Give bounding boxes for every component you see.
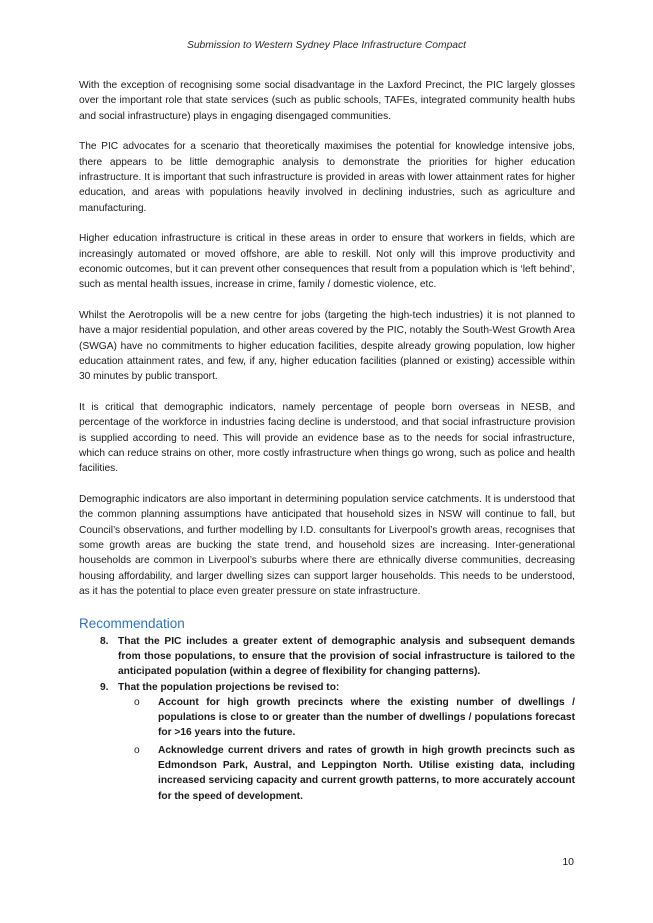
page-number: 10 — [562, 856, 574, 868]
recommendation-heading: Recommendation — [79, 615, 185, 631]
recommendation-subitem-text: Acknowledge current drivers and rates of growth in high growth precincts such as Edmondson Park, Austral, and Leppington North. Utilise existing data, including increased servicing capacity and current growth patterns, to more accurately account for the speed of development. — [158, 744, 575, 802]
recommendation-text: That the PIC includes a greater extent of demographic analysis and subsequent demands from those populations, to ensure that the provision of social infrastructure is tailored to the anticipated population (within a degree of flexibility for changing patterns). — [118, 635, 575, 678]
hollow-bullet-icon: o — [134, 744, 140, 756]
hollow-bullet-icon: o — [134, 696, 140, 708]
body-text — [79, 78, 575, 806]
paragraph: Whilst the Aerotropolis will be a new centre for jobs (targeting the high-tech industries) it is not planned to have a major residential population, and other areas covered by the PIC, notably the South-West Growth Area (SWGA) have no commitments to higher education facilities, despite already growing population, low higher education attainment rates, and few, if any, higher education facilities (planned or existing) accessible within 30 minutes by public transport. — [79, 310, 575, 383]
recommendation-number: 9. — [100, 681, 109, 693]
paragraph: With the exception of recognising some social disadvantage in the Laxford Precinct, the PIC largely glosses over the important role that state services (such as public schools, TAFEs, integrated community health hubs and social infrastructure) plays in engaging disengaged communities. — [79, 80, 575, 122]
paragraph: The PIC advocates for a scenario that theoretically maximises the potential for knowledge intensive jobs, there appears to be little demographic analysis to demonstrate the priorities for higher education infrastructure. It is important that such infrastructure is provided in areas with lower attainment rates for higher education, and areas with populations heavily involved in declining industries, such as agriculture and manufacturing. — [79, 141, 575, 214]
recommendation-number: 8. — [100, 635, 109, 647]
recommendation-text: That the population projections be revised to: — [118, 681, 340, 693]
running-header: Submission to Western Sydney Place Infrastructure Compact — [186, 40, 467, 51]
paragraph: Demographic indicators are also important in determining population service catchments. It is understood that the common planning assumptions have anticipated that household sizes in NSW will continue to fall, but Council’s observations, and further modelling by I.D. consultants for Liverpool’s growth areas, recognises that some growth areas are bucking the state trend, and household sizes are increasing. Inter-generational households are common in Liverpool’s suburbs where there are ethnically diverse communities, decreasing housing affordability, and larger dwelling sizes can support larger households. This needs to be understood, as it has the potential to place even greater pressure on state infrastructure. — [79, 494, 575, 597]
paragraph: It is critical that demographic indicators, namely percentage of people born overseas in NESB, and percentage of the workforce in industries facing decline is understood, and that social infrastructure provision is supplied according to need. This will provide an evidence base as to the needs for social infrastructure, which can reduce strains on other, more costly infrastructure when things go wrong, such as police and health facilities. — [79, 402, 575, 475]
recommendation-sublist — [79, 695, 575, 804]
recommendation-subitem — [118, 695, 575, 741]
recommendation-list — [79, 634, 575, 695]
recommendation-subitem-text: Account for high growth precincts where the existing number of dwellings / populations is close to or greater than the number of dwellings / populations forecast for >16 years into the future. — [158, 696, 575, 739]
recommendation-item — [79, 634, 575, 680]
paragraph: Higher education infrastructure is critical in these areas in order to ensure that workers in fields, which are increasingly automated or moved offshore, are able to reskill. Not only will this improve productivity and economic outcomes, but it can prevent other consequences that result from a population which is ‘left behind’, such as mental health issues, increase in crime, family / domestic violence, etc. — [79, 233, 575, 291]
recommendation-subitem — [118, 743, 575, 804]
recommendation-item — [79, 680, 575, 695]
